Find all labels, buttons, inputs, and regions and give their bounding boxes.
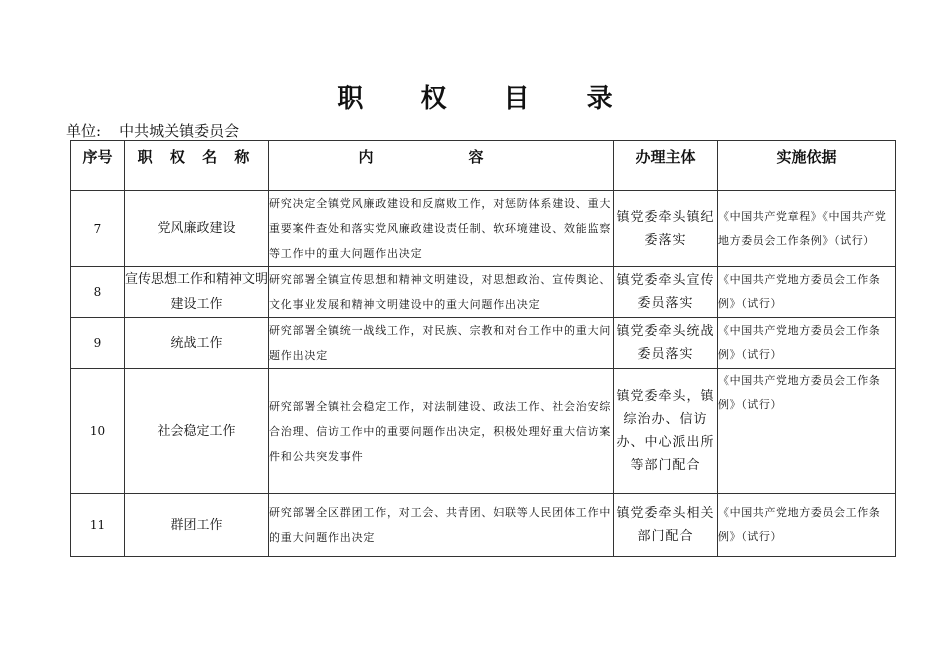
table-row — [71, 369, 896, 494]
row-content: 研究决定全镇党风廉政建设和反腐败工作，对惩防体系建设、重大重要案件查处和落实党风廉政建设责任制、软环境建设、效能监察等工作中的重大问题作出决定 — [269, 191, 614, 267]
header-content: 内 容 — [269, 141, 614, 191]
row-basis: 《中国共产党地方委员会工作条例》（试行） — [718, 318, 896, 369]
header-seq: 序号 — [71, 141, 125, 191]
row-name: 党风廉政建设 — [125, 191, 269, 267]
page-title: 职 权 目 录 — [337, 84, 637, 114]
row-basis: 《中国共产党章程》《中国共产党地方委员会工作条例》（试行） — [718, 191, 896, 267]
table-row — [71, 494, 896, 557]
row-subject: 镇党委牵头统战委员落实 — [614, 318, 718, 369]
header-subject: 办理主体 — [614, 141, 718, 191]
row-seq: 9 — [71, 318, 125, 369]
row-subject: 镇党委牵头宣传委员落实 — [614, 267, 718, 318]
row-subject: 镇党委牵头，镇综治办、信访办、中心派出所等部门配合 — [614, 369, 718, 494]
row-basis: 《中国共产党地方委员会工作条例》（试行） — [718, 369, 896, 494]
row-seq: 7 — [71, 191, 125, 267]
row-name: 统战工作 — [125, 318, 269, 369]
row-seq: 10 — [71, 369, 125, 494]
row-name: 社会稳定工作 — [125, 369, 269, 494]
row-content: 研究部署全镇统一战线工作，对民族、宗教和对台工作中的重大问题作出决定 — [269, 318, 614, 369]
row-basis: 《中国共产党地方委员会工作条例》（试行） — [718, 267, 896, 318]
header-name: 职 权 名 称 — [125, 141, 269, 191]
header-basis: 实施依据 — [718, 141, 896, 191]
row-content: 研究部署全镇社会稳定工作，对法制建设、政法工作、社会治安综合治理、信访工作中的重要问题作出决定，积极处理好重大信访案件和公共突发事件 — [269, 369, 614, 494]
row-seq: 11 — [71, 494, 125, 557]
table-row — [71, 267, 896, 318]
authority-table — [70, 140, 896, 557]
unit-label: 单位: — [66, 122, 102, 140]
table-row — [71, 191, 896, 267]
row-subject: 镇党委牵头相关部门配合 — [614, 494, 718, 557]
row-basis: 《中国共产党地方委员会工作条例》（试行） — [718, 494, 896, 557]
unit-line — [66, 120, 239, 141]
row-name: 宣传思想工作和精神文明建设工作 — [125, 267, 269, 318]
unit-name: 中共城关镇委员会 — [119, 122, 240, 140]
row-subject: 镇党委牵头镇纪委落实 — [614, 191, 718, 267]
row-name: 群团工作 — [125, 494, 269, 557]
table-row — [71, 318, 896, 369]
row-content: 研究部署全镇宣传思想和精神文明建设，对思想政治、宣传舆论、文化事业发展和精神文明建设中的重大问题作出决定 — [269, 267, 614, 318]
row-seq: 8 — [71, 267, 125, 318]
header-row — [71, 141, 896, 191]
row-content: 研究部署全区群团工作，对工会、共青团、妇联等人民团体工作中的重大问题作出决定 — [269, 494, 614, 557]
